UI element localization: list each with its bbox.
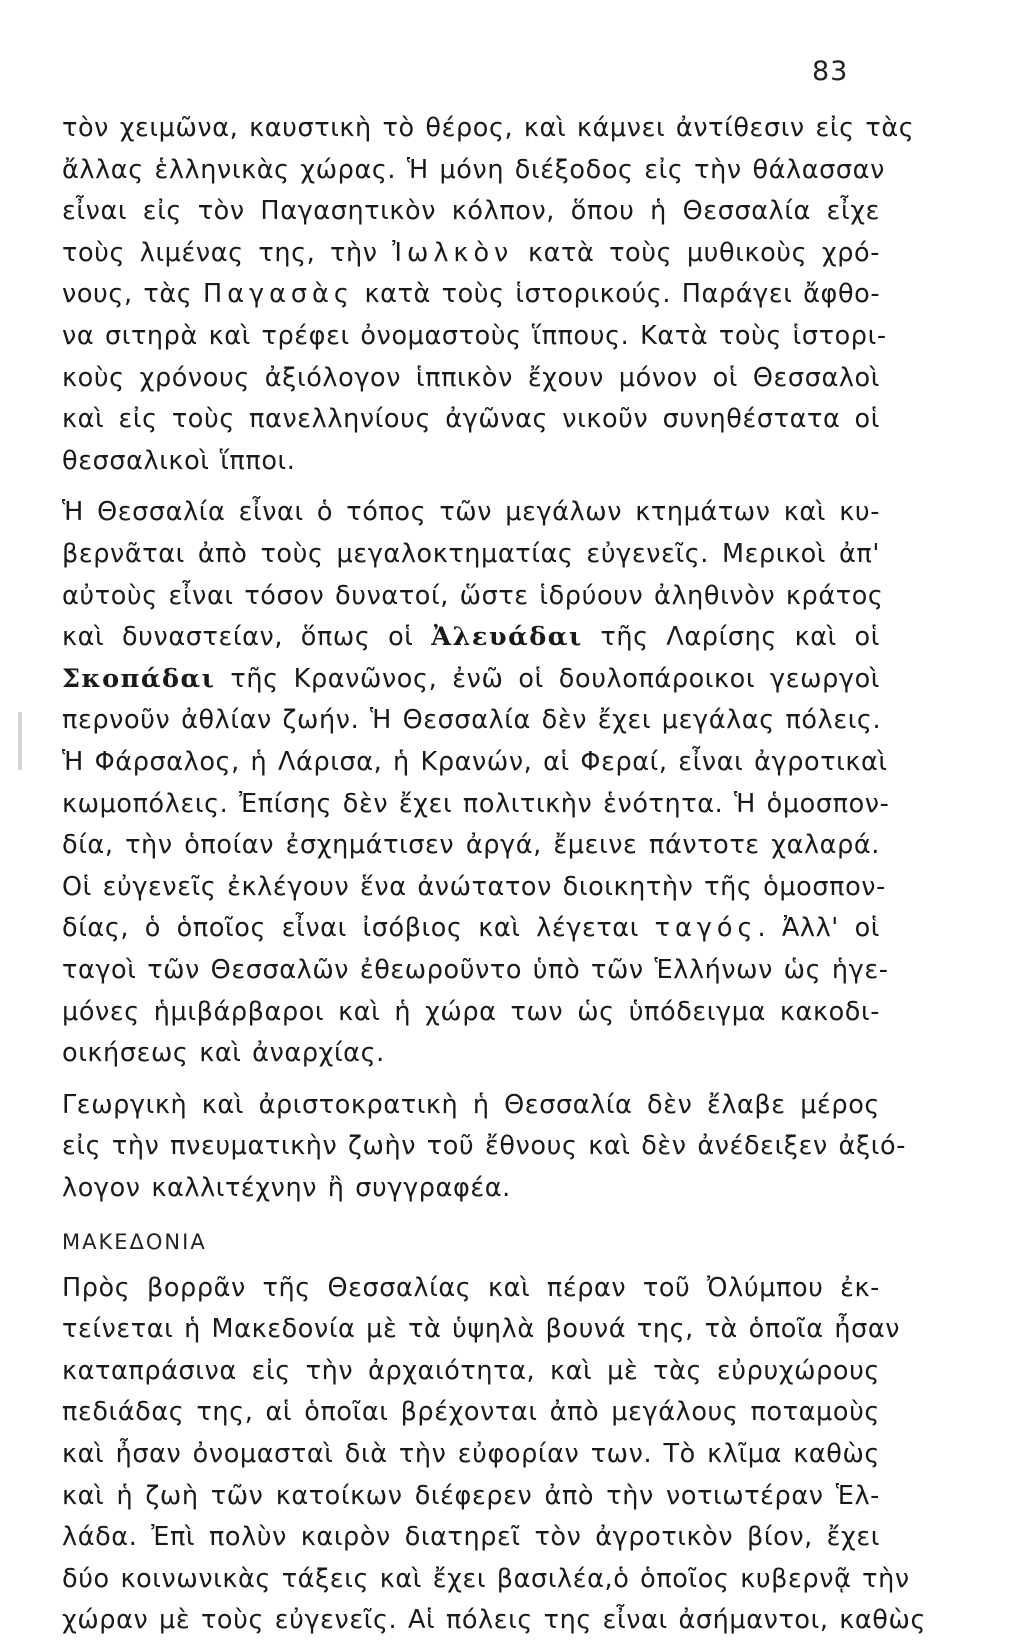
section-heading: ΜΑΚΕΔΟΝΙΑ	[62, 1229, 207, 1254]
text-line	[62, 992, 880, 1032]
text-segment: κατὰ τοὺς ἱστορικούς. Παράγει ἄφθο-	[353, 279, 881, 310]
text-segment: καὶ εἰς τοὺς πανελληνίους ἀγῶνας νικοῦν συνηθέστατα οἱ	[62, 404, 880, 435]
text-line	[62, 1517, 880, 1557]
text-line	[62, 1085, 880, 1125]
text-line	[62, 316, 887, 356]
text-line	[62, 1268, 880, 1308]
emphasized-word: Ἰωλκὸν	[392, 237, 514, 268]
text-line	[62, 1126, 907, 1166]
text-line	[62, 534, 880, 574]
text-segment: τῆς Κρανῶνος, ἐνῶ οἱ δουλοπάροικοι γεωργοὶ	[215, 663, 880, 694]
text-line	[62, 784, 890, 824]
text-line	[62, 492, 880, 532]
text-line	[62, 274, 880, 314]
text-segment: τὸν χειμῶνα, καυστικὴ τὸ θέρος, καὶ κάμνει ἀντίθεσιν εἰς τὰς	[62, 113, 915, 143]
text-line	[62, 617, 880, 657]
text-segment: δία, τὴν ὁποίαν ἐσχημάτισεν ἀργά, ἔμεινε πάντοτε χαλαρά.	[62, 830, 880, 861]
margin-mark	[18, 712, 22, 770]
text-line	[62, 191, 880, 231]
text-segment: χώραν μὲ τοὺς εὐγενεῖς. Αἱ πόλεις της εἶναι ἀσήμαντοι, καθὼς	[62, 1605, 927, 1636]
text-line	[62, 108, 915, 148]
text-segment: Ἡ Φάρσαλος, ἡ Λάρισα, ἡ Κρανών, αἱ Φεραί, εἶναι ἀγροτικαὶ	[62, 747, 888, 777]
text-segment: νους, τὰς	[62, 279, 204, 310]
text-segment: λογον καλλιτέχνην ἢ συγγραφέα.	[62, 1173, 511, 1203]
text-segment: περνοῦν ἀθλίαν ζωήν. Ἡ Θεσσαλία δὲν ἔχει μεγάλας πόλεις.	[62, 705, 882, 736]
text-line	[62, 700, 880, 740]
emphasized-word: Παγασὰς	[203, 279, 354, 310]
text-segment: οικήσεως καὶ ἀναρχίας.	[62, 1038, 385, 1069]
text-segment: τείνεται ἡ Μακεδονία μὲ τὰ ὑψηλὰ βουνά της, τὰ ὁποῖα ἦσαν	[62, 1314, 901, 1345]
text-line	[62, 1309, 901, 1349]
text-line	[62, 1600, 927, 1640]
text-line	[62, 950, 889, 990]
text-line	[62, 825, 880, 865]
text-segment: κοὺς χρόνους ἀξιόλογον ἱππικὸν ἔχουν μόνον οἱ Θεσσαλοὶ	[62, 362, 880, 393]
text-line	[62, 1434, 880, 1474]
emphasized-word: ταγός	[654, 913, 758, 944]
text-segment: καταπράσινα εἰς τὴν ἀρχαιότητα, καὶ μὲ τὰς εὐρυχώρους	[62, 1355, 880, 1386]
text-line	[62, 358, 880, 398]
text-segment: εἰς τὴν πνευματικὴν ζωὴν τοῦ ἔθνους καὶ δὲν ἀνέδειξεν ἀξιό-	[62, 1131, 907, 1162]
text-line	[62, 399, 880, 439]
text-line	[62, 233, 880, 273]
text-line	[62, 867, 886, 907]
proper-name: Σκοπάδαι	[62, 663, 216, 694]
text-segment: θεσσαλικοὶ ἵπποι.	[62, 445, 296, 476]
proper-name: Ἀλευάδαι	[431, 622, 583, 653]
text-segment: να σιτηρὰ καὶ τρέφει ὀνομαστοὺς ἵππους. Κατὰ τοὺς ἱστορι-	[62, 321, 887, 351]
text-segment: εἶναι εἰς τὸν Παγασητικὸν κόλπον, ὅπου ἡ Θεσσαλία εἶχε	[62, 196, 880, 227]
text-segment: καὶ ἦσαν ὀνομασταὶ διὰ τὴν εὐφορίαν των. Τὸ κλῖμα καθὼς	[62, 1439, 880, 1469]
text-line	[62, 150, 885, 190]
text-line	[62, 1476, 880, 1516]
text-segment: Οἱ εὐγενεῖς ἐκλέγουν ἕνα ἀνώτατον διοικητὴν τῆς ὁμοσπον-	[62, 871, 886, 902]
text-segment: Πρὸς βορρᾶν τῆς Θεσσαλίας καὶ πέραν τοῦ Ὀλύμπου ἐκ-	[62, 1272, 880, 1303]
text-line	[62, 1559, 910, 1599]
text-line	[62, 908, 880, 948]
text-segment: μόνες ἡμιβάρβαροι καὶ ἡ χώρα των ὡς ὑπόδειγμα κακοδι-	[62, 996, 880, 1027]
text-segment: τῆς Λαρίσης καὶ οἱ	[582, 622, 880, 653]
text-line	[62, 742, 888, 782]
text-segment: καὶ ἡ ζωὴ τῶν κατοίκων διέφερεν ἀπὸ τὴν νοτιωτέραν Ἑλ-	[62, 1480, 880, 1511]
text-segment: . Ἀλλ' οἱ	[757, 913, 880, 944]
text-line	[62, 1033, 880, 1073]
text-segment: λάδα. Ἐπὶ πολὺν καιρὸν διατηρεῖ τὸν ἀγροτικὸν βίον, ἔχει	[62, 1522, 880, 1553]
page-number: 83	[812, 56, 849, 87]
text-segment: κωμοπόλεις. Ἐπίσης δὲν ἔχει πολιτικὴν ἑνότητα. Ἡ ὁμοσπον-	[62, 788, 890, 819]
text-line	[62, 441, 880, 481]
text-line	[62, 576, 884, 616]
text-segment: Γεωργικὴ καὶ ἀριστοκρατικὴ ἡ Θεσσαλία δὲν ἔλαβε μέρος	[62, 1089, 880, 1120]
text-segment: πεδιάδας της, αἱ ὁποῖαι βρέχονται ἀπὸ μεγάλους ποταμοὺς	[62, 1397, 880, 1428]
text-segment: τοὺς λιμένας της, τὴν	[62, 237, 393, 268]
text-segment: αὐτοὺς εἶναι τόσον δυνατοί, ὥστε ἱδρύουν ἀληθινὸν κράτος	[62, 580, 884, 611]
text-segment: δύο κοινωνικὰς τάξεις καὶ ἔχει βασιλέα,ὁ ὁποῖος κυβερνᾷ τὴν	[62, 1563, 910, 1594]
text-segment: καὶ δυναστείαν, ὅπως οἱ	[62, 622, 432, 653]
text-line	[62, 1168, 880, 1208]
text-segment: Ἡ Θεσσαλία εἶναι ὁ τόπος τῶν μεγάλων κτημάτων καὶ κυ-	[62, 497, 880, 528]
text-segment: ἄλλας ἑλληνικὰς χώρας. Ἡ μόνη διέξοδος εἰς τὴν θάλασσαν	[62, 154, 885, 185]
text-segment: κατὰ τοὺς μυθικοὺς χρό-	[513, 237, 880, 268]
text-line	[62, 659, 880, 699]
text-segment: βερνᾶται ἀπὸ τοὺς μεγαλοκτηματίας εὐγενεῖς. Μερικοὶ ἀπ'	[62, 539, 880, 569]
text-segment: ταγοὶ τῶν Θεσσαλῶν ἐθεωροῦντο ὑπὸ τῶν Ἑλλήνων ὡς ἡγε-	[62, 955, 889, 985]
text-segment: δίας, ὁ ὁποῖος εἶναι ἰσόβιος καὶ λέγεται	[62, 913, 655, 944]
text-line	[62, 1351, 880, 1391]
text-line	[62, 1392, 880, 1432]
